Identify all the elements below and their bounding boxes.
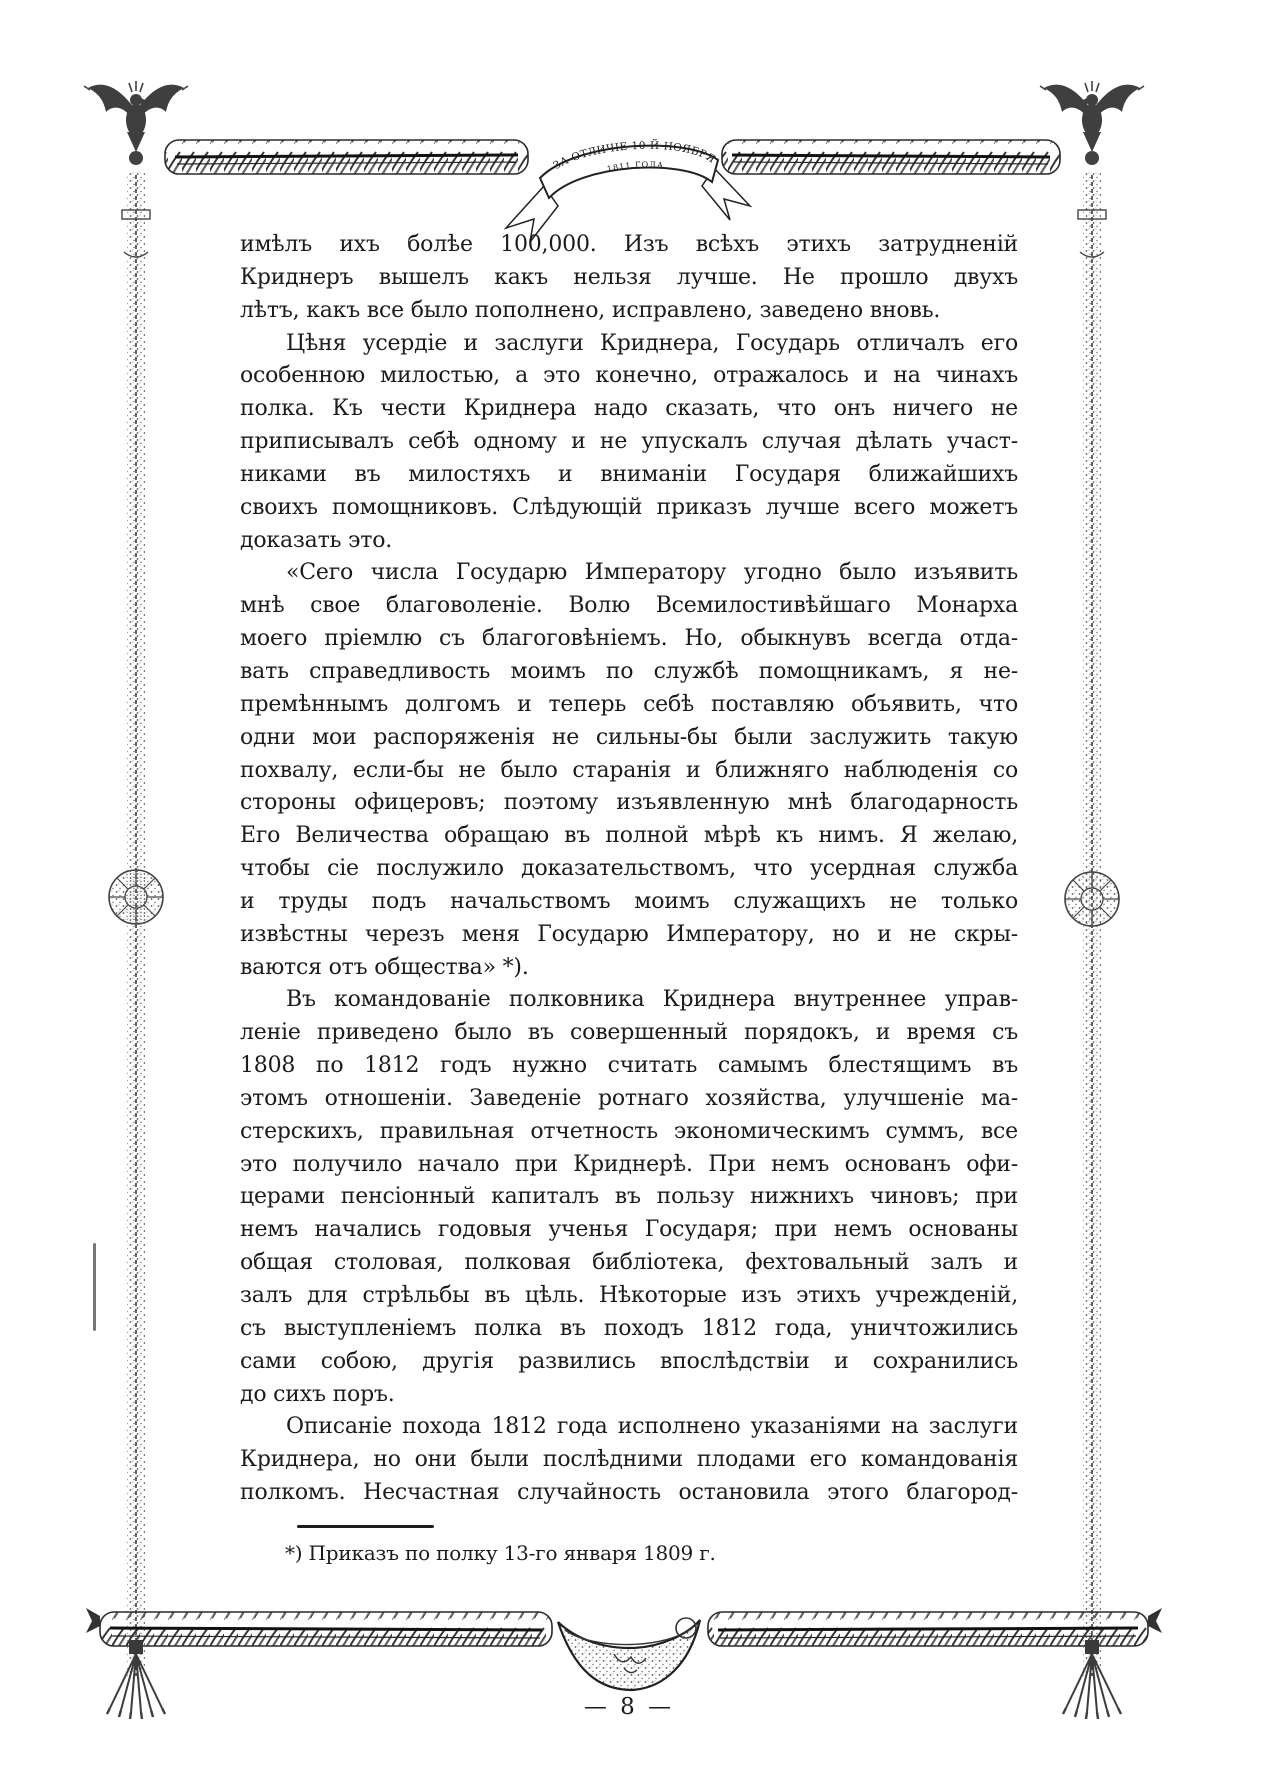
text-line: сами собою, другія развились впослѣдствіи и сохранились: [240, 1348, 1018, 1374]
text-line: лѣтъ, какъ все было пополнено, исправлено, заведено вновь.: [240, 297, 941, 323]
left-border-column: [122, 172, 150, 1678]
gorget-ornament-icon: [558, 1618, 700, 1690]
text-line: съ выступленіемъ полка въ походъ 1812 года, уничтожились: [240, 1315, 1018, 1341]
text-line: доказать это.: [240, 527, 393, 553]
scan-artifact-line: [93, 1243, 96, 1331]
tassel-right-icon: [1063, 1640, 1121, 1719]
text-line: «Сего числа Государю Императору угодно было изъявить: [286, 560, 1018, 586]
text-line: приписывалъ себѣ одному и не упускалъ случая дѣлать участ-: [240, 429, 1018, 455]
text-line: Описаніе похода 1812 года исполнено указаніями на заслуги: [286, 1414, 1018, 1440]
text-line: Цѣня усердіе и заслуги Криднера, Государь отличалъ его: [286, 330, 1018, 356]
paragraph: [240, 984, 1018, 1411]
text-line: одни мои распоряженія не сильны-бы были заслужить такую: [240, 724, 1018, 750]
text-line: это получило начало при Криднерѣ. При немъ основанъ офи-: [240, 1151, 1018, 1177]
paragraph-quote: [240, 557, 1018, 984]
text-line: этомъ отношеніи. Заведеніе ротнаго хозяйства, улучшеніе ма-: [240, 1085, 1018, 1111]
text-line: похвалу, если-бы не было старанія и ближняго наблюденія со: [240, 757, 1018, 783]
tassel-left-icon: [107, 1640, 165, 1719]
top-braid-left: [165, 140, 528, 174]
text-line: общая столовая, полковая библіотека, фехтовальный залъ и: [240, 1250, 1018, 1276]
text-line: особенною милостью, а это конечно, отражалось и на чинахъ: [240, 363, 1018, 389]
text-line: стороны офицеровъ; поэтому изъявленную мнѣ благодарность: [240, 790, 1018, 816]
text-line: Его Величества обращаю въ полной мѣрѣ къ нимъ. Я желаю,: [240, 823, 1018, 849]
text-line: ваются отъ общества» *).: [240, 954, 529, 980]
paragraph: [240, 229, 1018, 328]
paragraph: [240, 1411, 1018, 1510]
text-line: 1808 по 1812 годъ нужно считать самымъ блестящимъ въ: [240, 1053, 1018, 1079]
text-line: стерскихъ, правильная отчетность экономическимъ суммъ, все: [240, 1118, 1018, 1144]
text-line: мнѣ свое благоволеніе. Волю Всемилостивѣйшаго Монарха: [240, 593, 1018, 619]
page-text: [240, 229, 1018, 1510]
text-line: Криднера, но они были послѣдними плодами его командованія: [240, 1447, 1018, 1473]
text-line: залъ для стрѣльбы въ цѣль. Нѣкоторые изъ этихъ учрежденій,: [240, 1283, 1018, 1308]
page-number: — 8 —: [583, 1694, 675, 1720]
bottom-braid-left: [86, 1608, 552, 1646]
text-line: имѣлъ ихъ болѣе 100,000. Изъ всѣхъ этихъ затрудненій: [240, 232, 1018, 257]
text-line: церами пенсіонный капиталъ въ пользу нижнихъ чиновъ; при: [240, 1184, 1018, 1210]
text-line: своихъ помощниковъ. Слѣдующій приказъ лучше всего можетъ: [240, 494, 1018, 520]
text-line: Въ командованіе полковника Криднера внутреннее управ-: [286, 987, 1018, 1013]
text-line: до сихъ поръ.: [240, 1381, 395, 1407]
text-line: полкомъ. Несчастная случайность остановила этого благород-: [240, 1480, 1018, 1506]
top-braid-right: [722, 140, 1060, 174]
rosette-right-icon: [1065, 872, 1119, 926]
text-line: премѣннымъ долгомъ и теперь себѣ поставляю объявить, что: [240, 691, 1018, 717]
text-line: никами въ милостяхъ и вниманіи Государя ближайшихъ: [240, 461, 1018, 487]
footnote: *) Приказъ по полку 13-го января 1809 г.: [285, 1541, 716, 1565]
text-line: Криднеръ вышелъ какъ нельзя лучше. Не прошло двухъ: [240, 264, 1018, 290]
rosette-left-icon: [109, 870, 163, 924]
footnote-separator: [297, 1525, 434, 1528]
banner-text-line1: ЗА ОТЛИЧІЕ 10-Й НОЯБРЯ: [551, 139, 718, 173]
paragraph: [240, 328, 1018, 558]
text-line: моего пріемлю съ благоговѣніемъ. Но, обыкнувъ всегда отда-: [240, 626, 1018, 652]
text-line: полка. Къ чести Криднера надо сказать, что онъ ничего не: [240, 396, 1018, 422]
text-line: извѣстны черезъ меня Государю Императору, но и не скры-: [240, 921, 1018, 947]
text-line: вать справедливость моимъ по службѣ помощникамъ, я не-: [240, 658, 1018, 684]
text-line: чтобы сіе послужило доказательствомъ, что усердная служба: [240, 856, 1018, 882]
banner-text-line2: 1811 ГОДА: [606, 160, 665, 174]
text-line: и труды подъ начальствомъ моимъ служащихъ не только: [240, 888, 1018, 914]
text-line: леніе приведено было въ совершенный порядокъ, и время съ: [240, 1020, 1018, 1046]
text-line: немъ начались годовыя ученья Государя; при немъ основаны: [240, 1217, 1018, 1243]
ribbon-banner: [506, 138, 750, 242]
